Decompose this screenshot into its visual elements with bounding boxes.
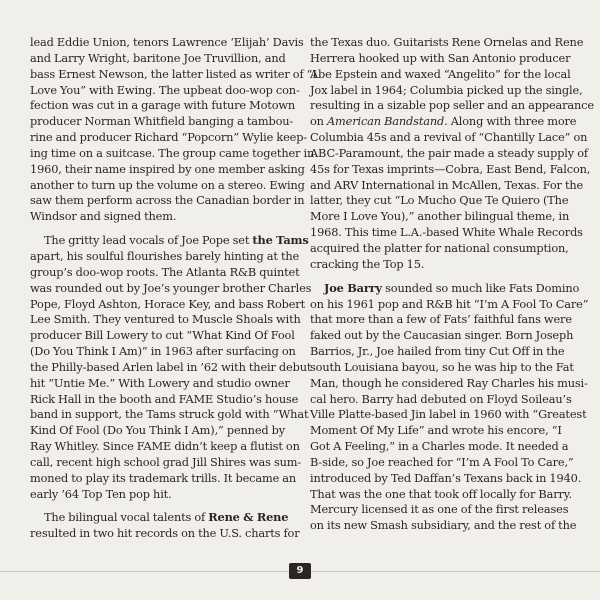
text-fragment: . Along with three more: [444, 114, 577, 129]
text-line: Columbia 45s and a revival of “Chantilly Lace” on: [310, 130, 588, 145]
text-line: Kind Of Fool (Do You Think I Am),” penned by: [30, 423, 286, 438]
text-line: that more than a few of Fats’ faithful fans were: [310, 312, 572, 327]
text-line: Pope, Floyd Ashton, Horace Key, and bass Robert: [30, 296, 305, 311]
text-line: Windsor and signed them.: [30, 209, 177, 224]
page-number: 9: [289, 563, 311, 579]
artist-name-joe-barry: Joe Barry: [324, 280, 382, 295]
text-line: introduced by Ted Daffan’s Texans back in 1940.: [310, 470, 582, 485]
text-fragment: on: [310, 114, 327, 129]
text-line: cal hero. Barry had debuted on Floyd Soileau’s: [310, 391, 572, 406]
text-line: faked out by the Caucasian singer. Born Joseph: [310, 328, 574, 343]
text-line: the Philly-based Arlen label in ’62 with their debut: [30, 359, 312, 374]
text-line: band in support, the Tams struck gold with “What: [30, 407, 309, 422]
text-line: south Louisiana bayou, so he was hip to the Fat: [310, 359, 574, 374]
text-line: was rounded out by Joe’s younger brother Charles: [30, 280, 312, 295]
text-line: 1960, their name inspired by one member asking: [30, 161, 305, 176]
text-line: hit “Untie Me.” With Lowery and studio owner: [30, 375, 290, 390]
text-line: and Larry Wright, baritone Joe Truvillion, and: [30, 50, 286, 65]
text-line: another to turn up the volume on a stereo. Ewing: [30, 177, 305, 192]
text-line: Got A Feeling,” in a Charles mode. It needed a: [310, 439, 569, 454]
paragraph-rene-and-rene: [30, 510, 298, 542]
tv-show-title: American Bandstand: [327, 114, 445, 129]
right-column: [310, 35, 594, 534]
text-fragment: The bilingual vocal talents of: [44, 510, 209, 525]
text-line: latter, they cut “Lo Mucho Que Te Quiero (The: [310, 193, 569, 208]
text-line: [30, 233, 309, 249]
text-line: 45s for Texas imprints—Cobra, East Bend, Falcon,: [310, 161, 591, 176]
text-line: Jox label in 1964; Columbia picked up the single,: [310, 82, 583, 97]
text-line: fection was cut in a garage with future Motown: [30, 98, 296, 113]
text-line: That was the one that took off locally for Barry.: [310, 486, 572, 501]
text-line: lead Eddie Union, tenors Lawrence ‘Elijah’ Davis: [30, 35, 304, 49]
text-line: 1968. This time L.A.-based White Whale Records: [310, 225, 583, 240]
text-line: rine and producer Richard “Popcorn” Wylie keep-: [30, 130, 307, 145]
text-line: Rick Hall in the booth and FAME Studio’s house: [30, 391, 299, 406]
text-fragment: sounded so much like Fats Domino: [381, 280, 580, 295]
text-line: (Do You Think I Am)” in 1963 after surfacing on: [30, 344, 296, 359]
text-line: Ville Platte-based Jin label in 1960 with “Greatest: [310, 407, 587, 422]
left-column: [30, 35, 317, 542]
text-line: the Texas duo. Guitarists Rene Ornelas and Rene: [310, 35, 584, 49]
text-line: Love You” with Ewing. The upbeat doo-wop con-: [30, 82, 300, 97]
text-line: Mercury licensed it as one of the first releases: [310, 502, 569, 517]
text-line: producer Bill Lowery to cut “What Kind Of Fool: [30, 328, 295, 343]
paragraph-joe-barry: [310, 280, 589, 535]
text-line: resulted in two hit records on the U.S. charts for: [30, 526, 300, 541]
artist-name-rene-and-rene: Rene & Rene: [208, 510, 289, 525]
text-line: call, recent high school grad Jill Shires was sum-: [30, 454, 302, 469]
text-line: on his 1961 pop and R&B hit “I’m A Fool To Care”: [310, 296, 589, 311]
text-line: and ARV International in McAllen, Texas. For the: [310, 177, 584, 192]
text-line: on its new Smash subsidiary, and the rest of the: [310, 518, 577, 533]
paragraph-the-tams: [30, 233, 312, 502]
text-line: [30, 510, 298, 526]
text-line: group’s doo-wop roots. The Atlanta R&B quintet: [30, 264, 300, 279]
paragraph-eddie-union: [30, 35, 317, 225]
text-line: [310, 114, 575, 130]
text-line: Abe Epstein and waxed “Angelito” for the local: [310, 66, 571, 81]
text-line: Herrera hooked up with San Antonio producer: [310, 50, 571, 65]
paragraph-rene-and-rene-continued: [310, 35, 594, 273]
text-line: Man, though he considered Ray Charles his musi-: [310, 375, 588, 390]
text-fragment: The gritty lead vocals of Joe Pope set: [44, 233, 253, 248]
artist-name-the-tams: the Tams: [252, 233, 309, 248]
text-line: acquired the platter for national consumption,: [310, 240, 569, 255]
text-line: bass Ernest Newson, the latter listed as writer of “I: [30, 66, 317, 81]
text-line: Lee Smith. They ventured to Muscle Shoals with: [30, 312, 301, 327]
text-line: ing time on a suitcase. The group came together in: [30, 145, 315, 160]
text-line: Barrios, Jr., Joe hailed from tiny Cut Off in the: [310, 344, 565, 359]
text-line: B-side, so Joe reached for “I’m A Fool To Care,”: [310, 454, 574, 469]
text-line: Moment Of My Life” and wrote his encore, “I: [310, 423, 562, 438]
text-line: apart, his soulful flourishes barely hinting at the: [30, 248, 300, 263]
text-line: ABC-Paramount, the pair made a steady supply of: [310, 145, 588, 160]
text-line: saw them perform across the Canadian border in: [30, 193, 305, 208]
text-line: Ray Whitley. Since FAME didn’t keep a flutist on: [30, 439, 300, 454]
text-line: cracking the Top 15.: [310, 256, 425, 271]
text-line: producer Norman Whitfield banging a tambou-: [30, 114, 294, 129]
text-line: moned to play its trademark trills. It became an: [30, 470, 297, 485]
text-line: early ’64 Top Ten pop hit.: [30, 486, 172, 501]
text-line: resulting in a sizable pop seller and an appearance: [310, 98, 594, 113]
text-line: [310, 280, 580, 297]
text-line: More I Love You),” another bilingual theme, in: [310, 209, 570, 224]
